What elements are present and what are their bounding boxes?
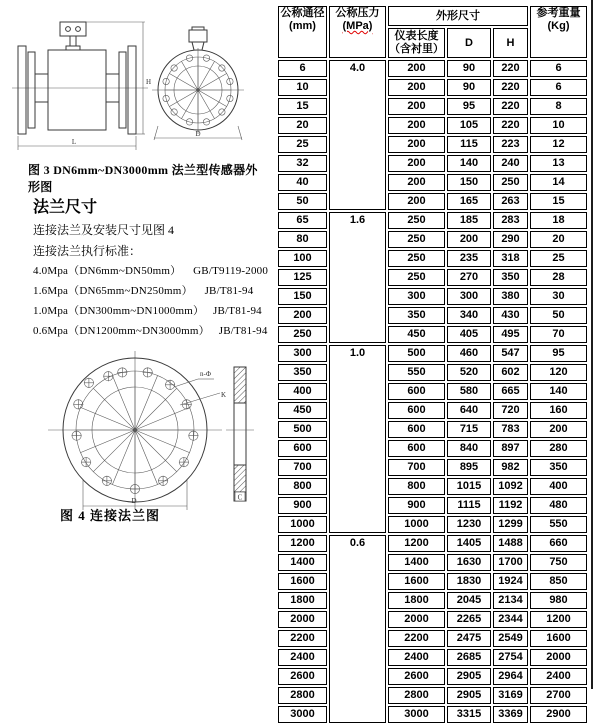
table-row (278, 345, 587, 362)
cell-H: 1192 (493, 497, 528, 514)
cell-weight: 28 (530, 269, 587, 286)
dim-label-H: H (146, 78, 152, 86)
cell-D: 90 (447, 60, 491, 77)
cell-H: 380 (493, 288, 528, 305)
cell-D: 2475 (447, 630, 491, 647)
header-meter-length-line2: （含衬里） (389, 43, 444, 55)
cell-nominal-diameter: 2000 (278, 611, 327, 628)
cell-meter-length: 250 (388, 212, 445, 229)
cell-H: 1299 (493, 516, 528, 533)
dim-label-D: D (131, 497, 137, 505)
cell-H: 250 (493, 174, 528, 191)
cell-H: 547 (493, 345, 528, 362)
header-H: H (493, 28, 528, 58)
table-row (278, 212, 587, 229)
cell-D: 895 (447, 459, 491, 476)
table-row (278, 79, 587, 96)
flange-standard-item: 0.6Mpa（DN1200mm~DN3000mm） JB/T81-94 (33, 325, 268, 337)
cell-weight: 2700 (530, 687, 587, 704)
cell-nominal-diameter: 2200 (278, 630, 327, 647)
cell-meter-length: 2600 (388, 668, 445, 685)
cell-nominal-diameter: 900 (278, 497, 327, 514)
table-row (278, 402, 587, 419)
cell-H: 1700 (493, 554, 528, 571)
cell-weight: 400 (530, 478, 587, 495)
cell-nominal-pressure: 4.0 (329, 60, 386, 210)
front-view-spokes (165, 57, 231, 123)
flange-cross-section (226, 367, 254, 502)
table-row (278, 288, 587, 305)
cell-H: 982 (493, 459, 528, 476)
table-row (278, 516, 587, 533)
cell-meter-length: 200 (388, 117, 445, 134)
cell-H: 223 (493, 136, 528, 153)
table-row (278, 440, 587, 457)
cell-meter-length: 600 (388, 440, 445, 457)
cell-nominal-diameter: 2400 (278, 649, 327, 666)
table-row (278, 250, 587, 267)
flange-note-line2: 连接法兰执行标准： (33, 244, 142, 258)
cell-meter-length: 200 (388, 174, 445, 191)
cell-meter-length: 200 (388, 193, 445, 210)
cell-weight: 350 (530, 459, 587, 476)
cell-H: 897 (493, 440, 528, 457)
cell-nominal-diameter: 200 (278, 307, 327, 324)
cell-H: 665 (493, 383, 528, 400)
cell-nominal-diameter: 500 (278, 421, 327, 438)
cell-weight: 280 (530, 440, 587, 457)
cell-meter-length: 200 (388, 98, 445, 115)
cell-D: 115 (447, 136, 491, 153)
cell-D: 405 (447, 326, 491, 343)
cell-H: 430 (493, 307, 528, 324)
cell-H: 2549 (493, 630, 528, 647)
cell-nominal-diameter: 300 (278, 345, 327, 362)
header-nominal-pressure-unit: (MPa) (342, 20, 373, 32)
cell-H: 495 (493, 326, 528, 343)
cell-D: 1830 (447, 573, 491, 590)
header-nominal-pressure (329, 6, 386, 58)
cell-D: 340 (447, 307, 491, 324)
cell-nominal-diameter: 125 (278, 269, 327, 286)
cell-D: 2905 (447, 687, 491, 704)
cell-meter-length: 600 (388, 421, 445, 438)
cell-weight: 70 (530, 326, 587, 343)
table-row (278, 478, 587, 495)
cell-meter-length: 900 (388, 497, 445, 514)
cell-weight: 25 (530, 250, 587, 267)
cell-H: 2134 (493, 592, 528, 609)
table-row (278, 269, 587, 286)
flange-standard-item: 1.0Mpa（DN300mm~DN1000mm） JB/T81-94 (33, 305, 262, 317)
cell-H: 290 (493, 231, 528, 248)
cell-weight: 20 (530, 231, 587, 248)
table-row (278, 117, 587, 134)
cell-nominal-diameter: 3000 (278, 706, 327, 723)
cell-D: 580 (447, 383, 491, 400)
header-D: D (447, 28, 491, 58)
cell-H: 318 (493, 250, 528, 267)
cell-H: 220 (493, 117, 528, 134)
cell-weight: 95 (530, 345, 587, 362)
table-row (278, 592, 587, 609)
cell-meter-length: 3000 (388, 706, 445, 723)
cell-meter-length: 2400 (388, 649, 445, 666)
cell-weight: 160 (530, 402, 587, 419)
cell-D: 640 (447, 402, 491, 419)
table-row (278, 98, 587, 115)
cell-D: 2905 (447, 668, 491, 685)
cell-meter-length: 2200 (388, 630, 445, 647)
cell-H: 283 (493, 212, 528, 229)
cell-D: 185 (447, 212, 491, 229)
header-nominal-diameter-unit: (mm) (289, 20, 316, 32)
table-row (278, 155, 587, 172)
table-row (278, 193, 587, 210)
cell-nominal-diameter: 600 (278, 440, 327, 457)
flange-spokes (76, 371, 194, 489)
cell-nominal-diameter: 100 (278, 250, 327, 267)
cell-weight: 18 (530, 212, 587, 229)
table-row (278, 630, 587, 647)
cell-weight: 15 (530, 193, 587, 210)
table-body (278, 60, 587, 723)
table-row (278, 60, 587, 77)
cell-nominal-diameter: 80 (278, 231, 327, 248)
cell-weight: 14 (530, 174, 587, 191)
cell-meter-length: 600 (388, 383, 445, 400)
cell-H: 720 (493, 402, 528, 419)
flange-standard-item: 1.6Mpa（DN65mm~DN250mm） JB/T81-94 (33, 285, 254, 297)
header-reference-weight-title: 参考重量 (536, 7, 581, 19)
cell-meter-length: 250 (388, 231, 445, 248)
cell-nominal-diameter: 10 (278, 79, 327, 96)
cell-H: 350 (493, 269, 528, 286)
left-flange-disc (18, 46, 26, 134)
cell-weight: 2900 (530, 706, 587, 723)
cell-D: 3315 (447, 706, 491, 723)
table-row (278, 364, 587, 381)
cell-weight: 30 (530, 288, 587, 305)
cell-nominal-diameter: 150 (278, 288, 327, 305)
cell-meter-length: 300 (388, 288, 445, 305)
cell-H: 1092 (493, 478, 528, 495)
cell-meter-length: 200 (388, 155, 445, 172)
flange-section-heading: 法兰尺寸 (33, 199, 98, 216)
cell-H: 1488 (493, 535, 528, 552)
cell-H: 3169 (493, 687, 528, 704)
cell-weight: 140 (530, 383, 587, 400)
cell-nominal-diameter: 50 (278, 193, 327, 210)
table-row (278, 535, 587, 552)
cell-D: 165 (447, 193, 491, 210)
dimensions-table (276, 4, 589, 725)
cell-D: 140 (447, 155, 491, 172)
cell-meter-length: 2000 (388, 611, 445, 628)
cell-nominal-diameter: 1600 (278, 573, 327, 590)
cell-H: 240 (493, 155, 528, 172)
table-row (278, 383, 587, 400)
table-row (278, 307, 587, 324)
cell-meter-length: 1600 (388, 573, 445, 590)
cell-weight: 850 (530, 573, 587, 590)
table-row (278, 687, 587, 704)
cell-weight: 6 (530, 79, 587, 96)
cell-D: 200 (447, 231, 491, 248)
cell-nominal-diameter: 700 (278, 459, 327, 476)
cell-weight: 6 (530, 60, 587, 77)
cell-D: 105 (447, 117, 491, 134)
figure4-connection-flange-drawing (30, 345, 260, 517)
sensor-body (48, 50, 106, 130)
table-row (278, 326, 587, 343)
cell-weight: 10 (530, 117, 587, 134)
label-C: C (237, 493, 243, 502)
cell-H: 2754 (493, 649, 528, 666)
cell-meter-length: 250 (388, 250, 445, 267)
table-row (278, 573, 587, 590)
cell-H: 602 (493, 364, 528, 381)
header-reference-weight-unit: (Kg) (547, 20, 570, 32)
cell-meter-length: 200 (388, 136, 445, 153)
header-nominal-diameter-title: 公称通径 (280, 7, 325, 19)
cell-weight: 200 (530, 421, 587, 438)
cell-meter-length: 1200 (388, 535, 445, 552)
header-meter-length-line1: 仪表长度 (394, 30, 439, 42)
cell-meter-length: 450 (388, 326, 445, 343)
table-row (278, 611, 587, 628)
cell-D: 300 (447, 288, 491, 305)
cell-nominal-diameter: 1200 (278, 535, 327, 552)
cell-nominal-diameter: 20 (278, 117, 327, 134)
cell-nominal-diameter: 1000 (278, 516, 327, 533)
front-junction-box (189, 30, 207, 42)
cell-meter-length: 2800 (388, 687, 445, 704)
cell-nominal-diameter: 40 (278, 174, 327, 191)
cell-D: 95 (447, 98, 491, 115)
cell-weight: 8 (530, 98, 587, 115)
cell-H: 220 (493, 79, 528, 96)
cell-weight: 120 (530, 364, 587, 381)
table-row (278, 136, 587, 153)
cell-meter-length: 800 (388, 478, 445, 495)
cell-weight: 2400 (530, 668, 587, 685)
table-row (278, 706, 587, 723)
cell-D: 1630 (447, 554, 491, 571)
cell-H: 2964 (493, 668, 528, 685)
figure3-caption: 图 3 DN6mm~DN3000mm 法兰型传感器外形图 (28, 163, 258, 194)
right-flange-disc (128, 46, 136, 134)
cell-D: 235 (447, 250, 491, 267)
junction-box (60, 22, 86, 36)
cell-nominal-pressure: 0.6 (329, 535, 386, 723)
table-row (278, 668, 587, 685)
cell-D: 90 (447, 79, 491, 96)
cell-weight: 12 (530, 136, 587, 153)
table-row (278, 497, 587, 514)
cell-H: 2344 (493, 611, 528, 628)
page-right-border (591, 0, 593, 689)
header-outline-dimensions: 外形尺寸 (388, 6, 528, 26)
cell-meter-length: 200 (388, 60, 445, 77)
cell-H: 783 (493, 421, 528, 438)
cell-D: 2685 (447, 649, 491, 666)
cell-D: 1015 (447, 478, 491, 495)
cell-H: 220 (493, 60, 528, 77)
table-row (278, 421, 587, 438)
table-row (278, 459, 587, 476)
cell-weight: 980 (530, 592, 587, 609)
cell-nominal-diameter: 450 (278, 402, 327, 419)
cell-meter-length: 1000 (388, 516, 445, 533)
cell-weight: 2000 (530, 649, 587, 666)
cell-D: 270 (447, 269, 491, 286)
figure4-caption: 图 4 连接法兰图 (60, 508, 161, 523)
table-row (278, 174, 587, 191)
cell-D: 150 (447, 174, 491, 191)
cell-D: 2265 (447, 611, 491, 628)
header-reference-weight (530, 6, 587, 58)
cell-nominal-diameter: 2600 (278, 668, 327, 685)
header-nominal-diameter (278, 6, 327, 58)
cell-nominal-pressure: 1.6 (329, 212, 386, 343)
cell-weight: 480 (530, 497, 587, 514)
cell-D: 2045 (447, 592, 491, 609)
cell-nominal-diameter: 65 (278, 212, 327, 229)
cell-meter-length: 200 (388, 79, 445, 96)
cell-D: 1405 (447, 535, 491, 552)
cell-nominal-diameter: 2800 (278, 687, 327, 704)
cell-nominal-pressure: 1.0 (329, 345, 386, 533)
cell-nominal-diameter: 1800 (278, 592, 327, 609)
cell-nominal-diameter: 350 (278, 364, 327, 381)
right-flange-disc-inner (119, 52, 126, 128)
flange-standard-item: 4.0Mpa（DN6mm~DN50mm） GB/T9119-2000 (33, 265, 269, 277)
cell-meter-length: 600 (388, 402, 445, 419)
cell-meter-length: 550 (388, 364, 445, 381)
cell-weight: 660 (530, 535, 587, 552)
cell-D: 840 (447, 440, 491, 457)
cell-weight: 1600 (530, 630, 587, 647)
cell-meter-length: 1800 (388, 592, 445, 609)
cell-nominal-diameter: 800 (278, 478, 327, 495)
cell-meter-length: 700 (388, 459, 445, 476)
figure3-sensor-outline-drawing (8, 8, 266, 158)
cell-meter-length: 500 (388, 345, 445, 362)
cell-D: 1230 (447, 516, 491, 533)
cell-meter-length: 350 (388, 307, 445, 324)
cell-D: 460 (447, 345, 491, 362)
cell-D: 1115 (447, 497, 491, 514)
cell-H: 3369 (493, 706, 528, 723)
left-flange-disc-inner (28, 52, 35, 128)
cell-meter-length: 1400 (388, 554, 445, 571)
cell-H: 1924 (493, 573, 528, 590)
cell-nominal-diameter: 15 (278, 98, 327, 115)
cell-nominal-diameter: 1400 (278, 554, 327, 571)
dim-label-D-front: D (195, 130, 201, 138)
header-meter-length (388, 28, 445, 58)
cell-nominal-diameter: 400 (278, 383, 327, 400)
cell-nominal-diameter: 250 (278, 326, 327, 343)
label-n-phi: n-Φ (200, 370, 211, 378)
cell-nominal-diameter: 32 (278, 155, 327, 172)
header-nominal-pressure-title: 公称压力 (335, 7, 380, 19)
label-K: K (221, 391, 227, 399)
table-row (278, 649, 587, 666)
cell-H: 220 (493, 98, 528, 115)
cell-weight: 1200 (530, 611, 587, 628)
cell-weight: 550 (530, 516, 587, 533)
cell-nominal-diameter: 25 (278, 136, 327, 153)
cell-weight: 750 (530, 554, 587, 571)
dim-label-L: L (71, 138, 77, 146)
cell-weight: 50 (530, 307, 587, 324)
cell-weight: 13 (530, 155, 587, 172)
cell-D: 715 (447, 421, 491, 438)
flange-note-line1: 连接法兰及安装尺寸见图 4 (33, 223, 175, 237)
cell-nominal-diameter: 6 (278, 60, 327, 77)
table-row (278, 554, 587, 571)
cell-meter-length: 250 (388, 269, 445, 286)
cell-D: 520 (447, 364, 491, 381)
table-row (278, 231, 587, 248)
cell-H: 263 (493, 193, 528, 210)
